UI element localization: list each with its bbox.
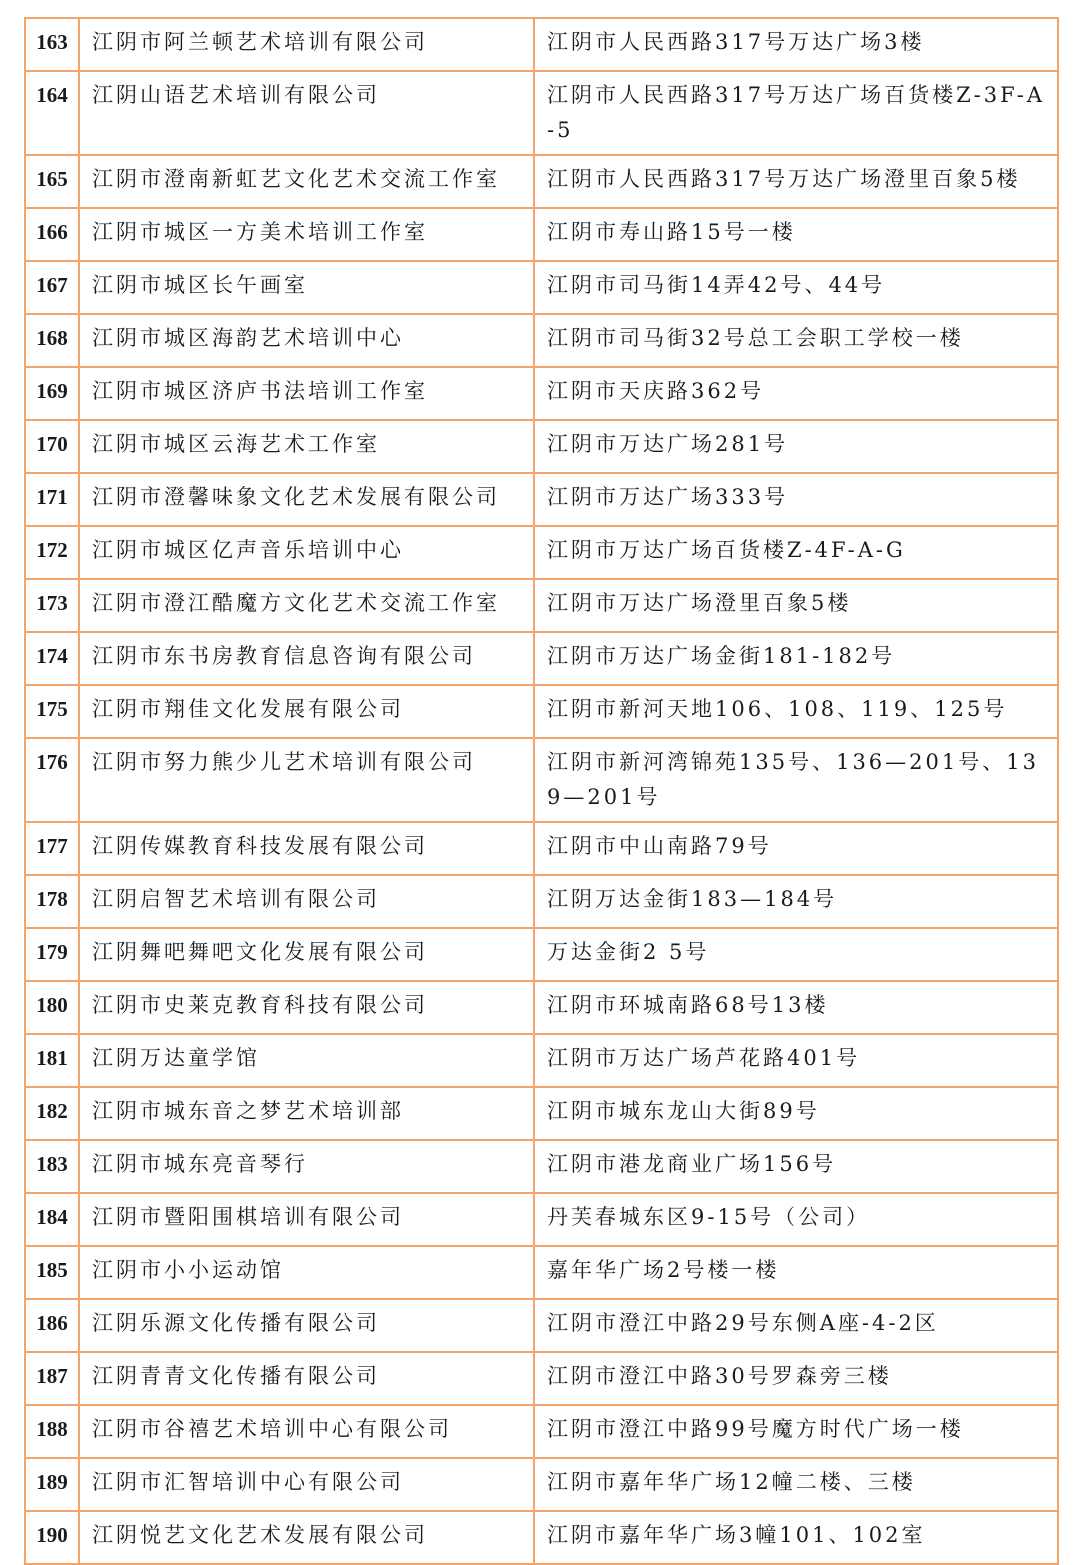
institution-address: 江阴市中山南路79号 <box>534 822 1058 875</box>
institution-name: 江阴市阿兰顿艺术培训有限公司 <box>79 18 534 71</box>
institution-name: 江阴万达童学馆 <box>79 1034 534 1087</box>
row-number: 175 <box>25 685 79 738</box>
institution-name: 江阴市城区云海艺术工作室 <box>79 420 534 473</box>
institution-address: 江阴市嘉年华广场3幢101、102室 <box>534 1511 1058 1564</box>
table-row <box>25 1193 1058 1246</box>
table-row <box>25 822 1058 875</box>
table-row <box>25 261 1058 314</box>
training-institution-table <box>24 17 1059 1565</box>
institution-name: 江阴市澄南新虹艺文化艺术交流工作室 <box>79 155 534 208</box>
institution-address: 江阴市万达广场281号 <box>534 420 1058 473</box>
institution-name: 江阴市暨阳围棋培训有限公司 <box>79 1193 534 1246</box>
institution-name: 江阴市城区济庐书法培训工作室 <box>79 367 534 420</box>
row-number: 190 <box>25 1511 79 1564</box>
row-number: 167 <box>25 261 79 314</box>
table-row <box>25 579 1058 632</box>
institution-name: 江阴乐源文化传播有限公司 <box>79 1299 534 1352</box>
institution-name: 江阴悦艺文化艺术发展有限公司 <box>79 1511 534 1564</box>
table-row <box>25 685 1058 738</box>
institution-address: 万达金街2 5号 <box>534 928 1058 981</box>
institution-name: 江阴市史莱克教育科技有限公司 <box>79 981 534 1034</box>
institution-address: 江阴市嘉年华广场12幢二楼、三楼 <box>534 1458 1058 1511</box>
institution-address: 丹芙春城东区9-15号（公司） <box>534 1193 1058 1246</box>
row-number: 168 <box>25 314 79 367</box>
row-number: 180 <box>25 981 79 1034</box>
institution-address: 江阴市澄江中路29号东侧A座-4-2区 <box>534 1299 1058 1352</box>
row-number: 163 <box>25 18 79 71</box>
institution-address: 江阴市城东龙山大街89号 <box>534 1087 1058 1140</box>
row-number: 164 <box>25 71 79 155</box>
row-number: 184 <box>25 1193 79 1246</box>
table-row <box>25 155 1058 208</box>
institution-address: 江阴市万达广场澄里百象5楼 <box>534 579 1058 632</box>
table-row <box>25 208 1058 261</box>
table-row <box>25 981 1058 1034</box>
table-row <box>25 18 1058 71</box>
institution-name: 江阴启智艺术培训有限公司 <box>79 875 534 928</box>
institution-address: 江阴市环城南路68号13楼 <box>534 981 1058 1034</box>
table-row <box>25 314 1058 367</box>
institution-name: 江阴传媒教育科技发展有限公司 <box>79 822 534 875</box>
institution-name: 江阴市城东亮音琴行 <box>79 1140 534 1193</box>
institution-name: 江阴市城区长午画室 <box>79 261 534 314</box>
institution-address: 江阴市澄江中路99号魔方时代广场一楼 <box>534 1405 1058 1458</box>
institution-address: 江阴市司马街32号总工会职工学校一楼 <box>534 314 1058 367</box>
institution-name: 江阴山语艺术培训有限公司 <box>79 71 534 155</box>
institution-name: 江阴市澄江酷魔方文化艺术交流工作室 <box>79 579 534 632</box>
institution-name: 江阴市城区海韵艺术培训中心 <box>79 314 534 367</box>
table-row <box>25 632 1058 685</box>
row-number: 178 <box>25 875 79 928</box>
institution-name: 江阴市汇智培训中心有限公司 <box>79 1458 534 1511</box>
institution-address: 江阴市司马街14弄42号、44号 <box>534 261 1058 314</box>
institution-address: 江阴市天庆路362号 <box>534 367 1058 420</box>
row-number: 177 <box>25 822 79 875</box>
row-number: 176 <box>25 738 79 822</box>
institution-name: 江阴舞吧舞吧文化发展有限公司 <box>79 928 534 981</box>
institution-address: 嘉年华广场2号楼一楼 <box>534 1246 1058 1299</box>
institution-address: 江阴市港龙商业广场156号 <box>534 1140 1058 1193</box>
institution-name: 江阴市东书房教育信息咨询有限公司 <box>79 632 534 685</box>
institution-address: 江阴市人民西路317号万达广场3楼 <box>534 18 1058 71</box>
table-row <box>25 1246 1058 1299</box>
table-row <box>25 1299 1058 1352</box>
table-row <box>25 367 1058 420</box>
table-row <box>25 473 1058 526</box>
institution-name: 江阴市澄馨味象文化艺术发展有限公司 <box>79 473 534 526</box>
institution-address: 江阴市寿山路15号一楼 <box>534 208 1058 261</box>
table-row <box>25 928 1058 981</box>
institution-address: 江阴市万达广场芦花路401号 <box>534 1034 1058 1087</box>
row-number: 187 <box>25 1352 79 1405</box>
institution-address: 江阴市万达广场百货楼Z-4F-A-G <box>534 526 1058 579</box>
row-number: 173 <box>25 579 79 632</box>
institution-name: 江阴市城东音之梦艺术培训部 <box>79 1087 534 1140</box>
institution-name: 江阴市小小运动馆 <box>79 1246 534 1299</box>
table-row <box>25 1034 1058 1087</box>
row-number: 169 <box>25 367 79 420</box>
row-number: 188 <box>25 1405 79 1458</box>
institution-name: 江阴市努力熊少儿艺术培训有限公司 <box>79 738 534 822</box>
table-row <box>25 738 1058 822</box>
table-row <box>25 1352 1058 1405</box>
table-body <box>25 18 1058 1564</box>
table-row <box>25 1458 1058 1511</box>
institution-name: 江阴青青文化传播有限公司 <box>79 1352 534 1405</box>
row-number: 174 <box>25 632 79 685</box>
row-number: 189 <box>25 1458 79 1511</box>
table-row <box>25 420 1058 473</box>
institution-address: 江阴市新河湾锦苑135号、136—201号、139—201号 <box>534 738 1058 822</box>
institution-address: 江阴市万达广场金街181-182号 <box>534 632 1058 685</box>
row-number: 165 <box>25 155 79 208</box>
institution-address: 江阴万达金街183—184号 <box>534 875 1058 928</box>
institution-address: 江阴市万达广场333号 <box>534 473 1058 526</box>
row-number: 182 <box>25 1087 79 1140</box>
table-row <box>25 71 1058 155</box>
table-row <box>25 526 1058 579</box>
institution-name: 江阴市翔佳文化发展有限公司 <box>79 685 534 738</box>
row-number: 183 <box>25 1140 79 1193</box>
institution-address: 江阴市新河天地106、108、119、125号 <box>534 685 1058 738</box>
row-number: 181 <box>25 1034 79 1087</box>
row-number: 166 <box>25 208 79 261</box>
institution-name: 江阴市城区一方美术培训工作室 <box>79 208 534 261</box>
row-number: 171 <box>25 473 79 526</box>
table-row <box>25 1087 1058 1140</box>
table-row <box>25 1511 1058 1564</box>
table-row <box>25 1140 1058 1193</box>
institution-address: 江阴市人民西路317号万达广场澄里百象5楼 <box>534 155 1058 208</box>
row-number: 186 <box>25 1299 79 1352</box>
table-row <box>25 1405 1058 1458</box>
row-number: 185 <box>25 1246 79 1299</box>
institution-address: 江阴市澄江中路30号罗森旁三楼 <box>534 1352 1058 1405</box>
row-number: 179 <box>25 928 79 981</box>
table-row <box>25 875 1058 928</box>
institution-name: 江阴市谷禧艺术培训中心有限公司 <box>79 1405 534 1458</box>
row-number: 172 <box>25 526 79 579</box>
row-number: 170 <box>25 420 79 473</box>
institution-name: 江阴市城区亿声音乐培训中心 <box>79 526 534 579</box>
institution-address: 江阴市人民西路317号万达广场百货楼Z-3F-A-5 <box>534 71 1058 155</box>
